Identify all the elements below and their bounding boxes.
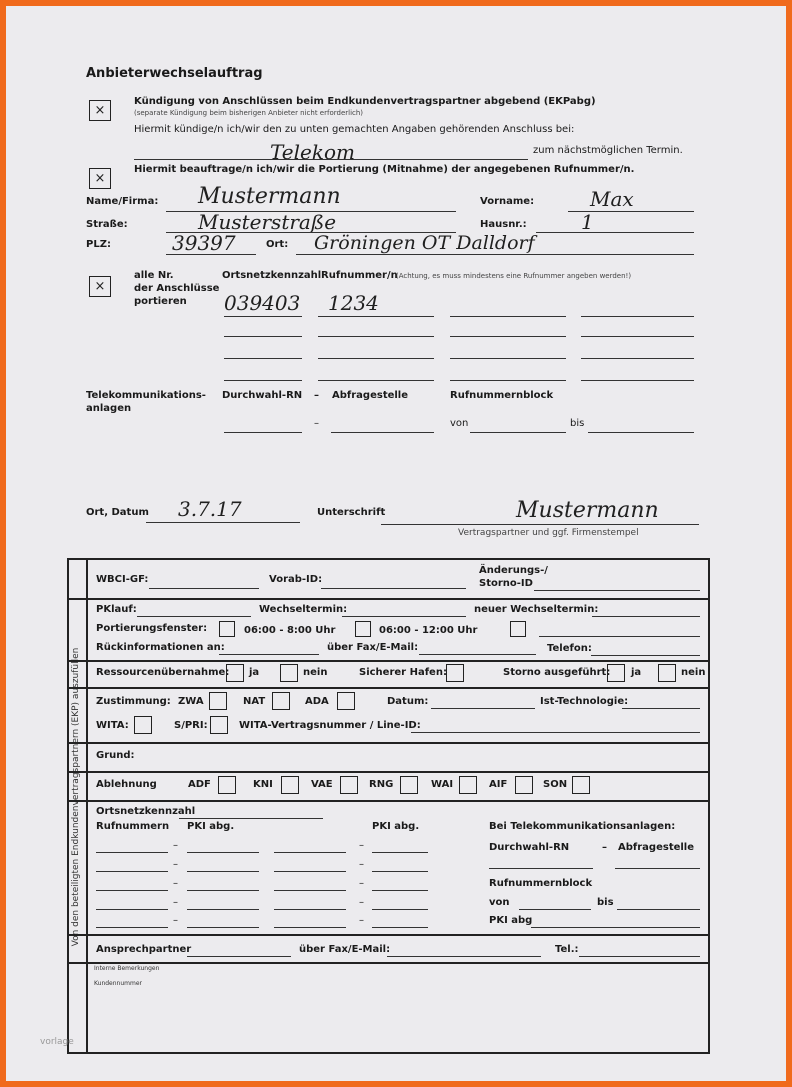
- porting-heading: Hiermit beauftrage/n ich/wir die Portierung (Mitnahme) der angegebenen Rufnummer/n.: [134, 164, 635, 175]
- plz-line: [166, 254, 256, 255]
- signature-label: Unterschrift: [317, 507, 386, 518]
- name-value: Mustermann: [198, 184, 341, 209]
- provider-section: [67, 558, 710, 1054]
- houseno-line: [536, 232, 694, 233]
- office-dash: –: [359, 859, 364, 870]
- row-divider-2: [69, 660, 708, 662]
- all-numbers-checkbox[interactable]: ×: [89, 276, 111, 297]
- storno-label: Storno ausgeführt:: [503, 667, 611, 678]
- rng-checkbox[interactable]: [400, 776, 418, 794]
- ansprech-fax-label: über Fax/E-Mail:: [299, 944, 391, 955]
- office-dash: –: [173, 878, 178, 889]
- portierungsfenster-label: Portierungsfenster:: [96, 623, 208, 634]
- form-page: [6, 6, 786, 1081]
- office-von-label: von: [489, 897, 510, 908]
- wbci-line: [149, 588, 259, 589]
- plz-value: 39397: [172, 231, 236, 255]
- side-label: Von den beteiligten Endkundenvertragspartnern (EKP) auszufüllen: [71, 647, 81, 947]
- vae-label: VAE: [311, 779, 333, 790]
- firstname-value: Max: [590, 187, 634, 211]
- office-blank-line: [274, 927, 346, 928]
- houseno-label: Hausnr.:: [480, 219, 527, 230]
- rufnummern-label: Rufnummern: [96, 821, 170, 832]
- ansprech-fax-line: [387, 956, 541, 957]
- all-numbers-label-1: alle Nr.: [134, 270, 174, 281]
- signature-caption: Vertragspartner und ggf. Firmenstempel: [458, 528, 639, 538]
- number-blank-line: [581, 358, 694, 359]
- ansprech-tel-line: [579, 956, 700, 957]
- row-divider-1: [69, 598, 708, 600]
- office-dash: –: [359, 897, 364, 908]
- number-blank-line: [318, 380, 434, 381]
- wbci-label: WBCI-GF:: [96, 574, 149, 585]
- telefon-label: Telefon:: [547, 643, 592, 654]
- wechseltermin-label: Wechseltermin:: [259, 604, 348, 615]
- office-abfrage-label: Abfragestelle: [618, 842, 695, 853]
- pki-abg-label-1: PKI abg.: [187, 821, 235, 832]
- all-numbers-label-3: portieren: [134, 296, 187, 307]
- ressourcen-label: Ressourcenübernahme:: [96, 667, 230, 678]
- office-blank-line: [274, 871, 346, 872]
- vorab-label: Vorab-ID:: [269, 574, 323, 585]
- office-blank-line: [187, 909, 259, 910]
- zustimmung-label: Zustimmung:: [96, 696, 171, 707]
- tk-block: Rufnummernblock: [450, 390, 554, 401]
- tk-abfrage-line: [331, 432, 434, 433]
- ekpabg-checkbox[interactable]: ×: [89, 100, 111, 121]
- office-dash: –: [173, 840, 178, 851]
- row-divider-6: [69, 800, 708, 802]
- city-line: [296, 254, 694, 255]
- office-von-line: [519, 909, 591, 910]
- office-blank-line: [372, 927, 428, 928]
- slot3-line: [539, 636, 700, 637]
- office-dash: –: [359, 915, 364, 926]
- adf-label: ADF: [188, 779, 211, 790]
- office-blank-line: [187, 871, 259, 872]
- ekpabg-suffix: zum nächstmöglichen Termin.: [533, 145, 683, 156]
- signature-line: [381, 524, 699, 525]
- office-blank-line: [96, 909, 168, 910]
- porting-checkbox[interactable]: ×: [89, 168, 111, 189]
- tk-von: von: [450, 418, 469, 429]
- ekpabg-text: Hiermit kündige/n ich/wir den zu unten gemachten Angaben gehörenden Anschluss bei:: [134, 124, 575, 135]
- street-label: Straße:: [86, 219, 128, 230]
- grund-label: Grund:: [96, 750, 135, 761]
- tk-abfrage: Abfragestelle: [332, 390, 409, 401]
- name-label: Name/Firma:: [86, 196, 159, 207]
- ansprech-tel-label: Tel.:: [555, 944, 579, 955]
- office-pki-label: PKI abg: [489, 915, 533, 926]
- neuer-wechseltermin-label: neuer Wechseltermin:: [474, 604, 599, 615]
- adf-checkbox[interactable]: [218, 776, 236, 794]
- office-blank-line: [372, 890, 428, 891]
- office-dash: –: [359, 878, 364, 889]
- slot1-checkbox[interactable]: [219, 621, 235, 637]
- date-value: 3.7.17: [178, 497, 242, 521]
- tk-dash-2: –: [314, 418, 319, 429]
- neuer-wechseltermin-line: [592, 616, 700, 617]
- number-blank-line: [224, 380, 302, 381]
- aenderung-line: [534, 590, 700, 591]
- office-pki-line: [531, 927, 700, 928]
- slot2-checkbox[interactable]: [355, 621, 371, 637]
- ressourcen-nein-checkbox[interactable]: [280, 664, 298, 682]
- tk-durchwahl: Durchwahl-RN: [222, 390, 303, 401]
- office-blank-line: [96, 927, 168, 928]
- row-divider-4: [69, 742, 708, 744]
- city-value: Gröningen OT Dalldorf: [314, 232, 535, 254]
- office-blank-line: [96, 871, 168, 872]
- datum-line: [431, 708, 535, 709]
- son-label: SON: [543, 779, 568, 790]
- aif-label: AIF: [489, 779, 508, 790]
- office-bis-label: bis: [597, 897, 614, 908]
- spri-label: S/PRI:: [174, 720, 208, 731]
- wita-checkbox[interactable]: [134, 716, 152, 734]
- ekpabg-subnote: (separate Kündigung beim bisherigen Anbieter nicht erforderlich): [134, 109, 364, 117]
- office-blank-line: [187, 927, 259, 928]
- watermark-text: vorlage: [40, 1037, 74, 1047]
- area-code-column: Ortsnetzkennzahl: [222, 270, 322, 281]
- office-blank-line: [274, 909, 346, 910]
- ressourcen-nein-label: nein: [303, 667, 328, 678]
- wita-label: WITA:: [96, 720, 129, 731]
- number-value: 1234: [328, 291, 379, 315]
- tk-bis-line: [588, 432, 694, 433]
- office-blank-line: [372, 852, 428, 853]
- tk-label-1: Telekommunikations-: [86, 390, 206, 401]
- onkz-line: [179, 818, 323, 819]
- office-abfrage-line: [615, 868, 700, 869]
- all-numbers-label-2: der Anschlüsse: [134, 283, 220, 294]
- storno-ja-label: ja: [631, 667, 642, 678]
- bei-tk-label: Bei Telekommunikationsanlagen:: [489, 821, 676, 832]
- sicherer-hafen-label: Sicherer Hafen:: [359, 667, 447, 678]
- houseno-value: 1: [581, 210, 594, 234]
- number-blank-line: [450, 336, 566, 337]
- sicherer-hafen-checkbox[interactable]: [446, 664, 464, 682]
- kni-checkbox[interactable]: [281, 776, 299, 794]
- number-blank-line: [318, 358, 434, 359]
- rueckinfo-label: Rückinformationen an:: [96, 642, 225, 653]
- signature-value: Mustermann: [516, 498, 659, 523]
- number-blank-line: [450, 358, 566, 359]
- firstname-label: Vorname:: [480, 196, 535, 207]
- number-blank-line: [581, 316, 694, 317]
- date-line: [146, 522, 300, 523]
- number-blank-line: [450, 380, 566, 381]
- vae-checkbox[interactable]: [340, 776, 358, 794]
- office-dash: –: [359, 840, 364, 851]
- wechseltermin-line: [342, 616, 466, 617]
- row-divider-3: [69, 687, 708, 689]
- office-blank-line: [372, 871, 428, 872]
- slot2-label: 06:00 - 12:00 Uhr: [379, 625, 478, 636]
- tk-von-line: [470, 432, 566, 433]
- office-block-label: Rufnummernblock: [489, 878, 593, 889]
- office-dash: –: [173, 897, 178, 908]
- area-code-value: 039403: [224, 291, 301, 315]
- number-column: Rufnummer/n: [321, 270, 398, 281]
- aenderung-label-1: Änderungs-/: [479, 565, 548, 576]
- office-blank-line: [96, 890, 168, 891]
- tk-bis: bis: [570, 418, 585, 429]
- fax-line: [419, 654, 536, 655]
- number-blank-line: [318, 316, 434, 317]
- pklauf-line: [137, 616, 251, 617]
- pki-abg-label-2: PKI abg.: [372, 821, 420, 832]
- provider-line: [134, 159, 528, 160]
- son-checkbox[interactable]: [572, 776, 590, 794]
- nat-checkbox[interactable]: [272, 692, 290, 710]
- city-label: Ort:: [266, 239, 289, 250]
- interne-bemerkungen-label: Interne Bemerkungen: [94, 965, 160, 972]
- number-blank-line: [450, 316, 566, 317]
- storno-ja-checkbox[interactable]: [607, 664, 625, 682]
- wita-nr-line: [411, 732, 700, 733]
- office-dash-label: –: [602, 842, 607, 853]
- office-blank-line: [96, 852, 168, 853]
- number-blank-line: [224, 336, 302, 337]
- wai-label: WAI: [431, 779, 454, 790]
- row-divider-5: [69, 771, 708, 773]
- office-dash: –: [173, 859, 178, 870]
- office-bis-line: [617, 909, 700, 910]
- tk-durchwahl-line: [224, 432, 302, 433]
- tk-label-2: anlagen: [86, 403, 132, 414]
- vorab-line: [321, 588, 466, 589]
- spri-checkbox[interactable]: [210, 716, 228, 734]
- ada-label: ADA: [305, 696, 329, 707]
- side-divider: [86, 560, 88, 1052]
- kundennummer-label: Kundennummer: [94, 980, 142, 987]
- zwa-label: ZWA: [178, 696, 204, 707]
- ekpabg-heading: Kündigung von Anschlüssen beim Endkundenvertragspartner abgebend (EKPabg): [134, 96, 596, 107]
- ort-datum-label: Ort, Datum: [86, 507, 149, 518]
- row-divider-7: [69, 934, 708, 936]
- storno-nein-checkbox[interactable]: [658, 664, 676, 682]
- office-blank-line: [372, 909, 428, 910]
- nat-label: NAT: [243, 696, 266, 707]
- office-durchwahl-label: Durchwahl-RN: [489, 842, 570, 853]
- rueckinfo-line: [219, 654, 319, 655]
- aenderung-label-2: Storno-ID: [479, 578, 533, 589]
- number-blank-line: [224, 316, 302, 317]
- office-dash: –: [173, 915, 178, 926]
- telefon-line: [591, 655, 700, 656]
- ansprechpartner-label: Ansprechpartner: [96, 944, 192, 955]
- ist-technologie-label: Ist-Technologie:: [540, 696, 629, 707]
- rng-label: RNG: [369, 779, 394, 790]
- street-value: Musterstraße: [198, 210, 337, 234]
- aif-checkbox[interactable]: [515, 776, 533, 794]
- pklauf-label: PKlauf:: [96, 604, 137, 615]
- page-title: Anbieterwechselauftrag: [86, 66, 263, 81]
- storno-nein-label: nein: [681, 667, 706, 678]
- wai-checkbox[interactable]: [459, 776, 477, 794]
- ada-checkbox[interactable]: [337, 692, 355, 710]
- number-blank-line: [581, 380, 694, 381]
- datum-label: Datum:: [387, 696, 429, 707]
- tk-dash: –: [314, 390, 319, 401]
- provider-handwritten: Telekom: [270, 140, 355, 164]
- office-blank-line: [274, 890, 346, 891]
- number-blank-line: [318, 336, 434, 337]
- ressourcen-ja-checkbox[interactable]: [226, 664, 244, 682]
- onkz-label: Ortsnetzkennzahl: [96, 806, 196, 817]
- ressourcen-ja-label: ja: [249, 667, 260, 678]
- office-blank-line: [187, 890, 259, 891]
- slot1-label: 06:00 - 8:00 Uhr: [244, 625, 336, 636]
- number-blank-line: [581, 336, 694, 337]
- kni-label: KNI: [253, 779, 273, 790]
- row-divider-8: [69, 962, 708, 964]
- plz-label: PLZ:: [86, 239, 111, 250]
- office-blank-line: [187, 852, 259, 853]
- numbers-note: (Achtung, es muss mindestens eine Rufnummer angeben werden!): [396, 272, 632, 280]
- slot3-checkbox[interactable]: [510, 621, 526, 637]
- office-blank-line: [274, 852, 346, 853]
- fax-label: über Fax/E-Mail:: [327, 642, 419, 653]
- zwa-checkbox[interactable]: [209, 692, 227, 710]
- ansprechpartner-line: [187, 956, 291, 957]
- ablehnung-label: Ablehnung: [96, 779, 157, 790]
- office-durchwahl-line: [489, 868, 593, 869]
- wita-nr-label: WITA-Vertragsnummer / Line-ID:: [239, 720, 421, 731]
- number-blank-line: [224, 358, 302, 359]
- ist-technologie-line: [622, 708, 700, 709]
